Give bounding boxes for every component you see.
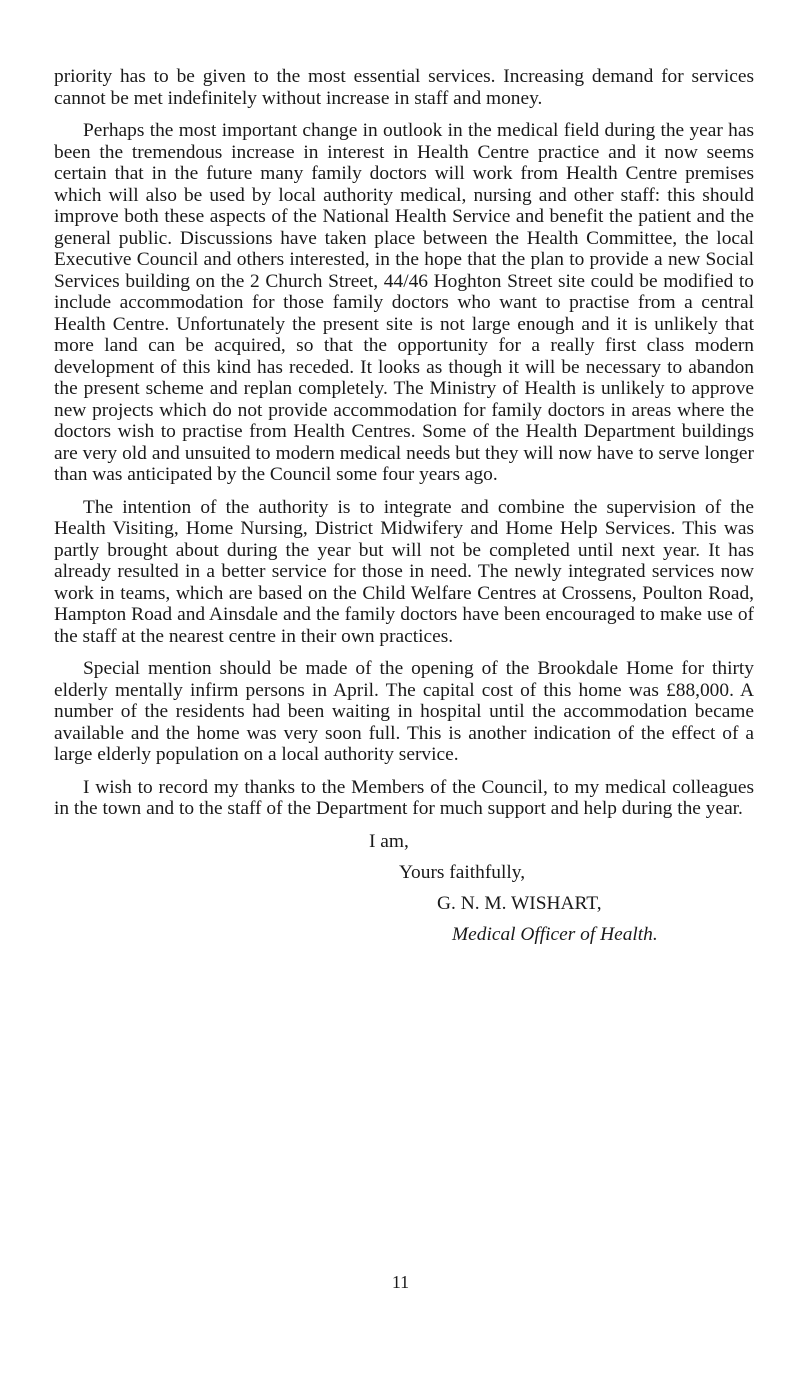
paragraph-continuation: priority has to be given to the most essential services. Increasing demand for services cannot be met indefinitely without increase in staff and money. [54, 66, 754, 109]
page-number: 11 [391, 1272, 410, 1292]
paragraph-thanks: I wish to record my thanks to the Members of the Council, to my medical colleagues in the town and to the staff of the Department for much support and help during the year. [54, 776, 754, 819]
closing-line-yours: Yours faithfully, [399, 861, 526, 883]
signer-name: G. N. M. WISHART, [437, 892, 602, 914]
paragraph-brookdale-home: Special mention should be made of the opening of the Brookdale Home for thirty elderly mentally infirm persons in April. The capital cost of this home was £88,000. A number of the residents had been waiting in hospital until the accommodation became available and the home was very soon full. This is another indication of the effect of a large elderly population on a local authority service. [54, 658, 754, 765]
paragraph-health-centre: Perhaps the most important change in outlook in the medical field during the year has been the tremendous increase in interest in Health Centre practice and it now seems certain that in the future many family doctors will work from Health Centre premises which will also be used by local authority medical, nursing and other staff: this should improve both these aspects of the National Health Service and benefit the patient and the general public. Discussions have taken place between the Health Committee, the local Executive Council and others interested, in the hope that the plan to provide a new Social Services building on the 2 Church Street, 44/46 Hoghton Street site could be modified to include accommodation for those family doctors who want to practise from a central Health Centre. Unfortunately the present site is not large enough and it is unlikely that more land can be acquired, so that the opportunity for a really first class modern development of this kind has receded. It looks as though it will be necessary to abandon the present scheme and replan completely. The Ministry of Health is unlikely to approve new projects which do not provide accommodation for family doctors in areas where the doctors wish to practise from Health Centres. Some of the Health Department buildings are very old and unsuited to modern medical needs but they will now have to serve longer than was anticipated by the Council some four years ago. [54, 120, 754, 485]
signoff-block [54, 831, 754, 971]
signer-title: Medical Officer of Health. [452, 923, 658, 945]
closing-line-i-am: I am, [369, 830, 409, 852]
letter-body [54, 66, 754, 971]
paragraph-integration: The intention of the authority is to integrate and combine the supervision of the Health Visiting, Home Nursing, District Midwifery and Home Help Services. This was partly brought about during the year but will not be completed until next year. It has already resulted in a better service for those in need. The newly integrated services now work in teams, which are based on the Child Welfare Centres at Crossens, Poulton Road, Hampton Road and Ainsdale and the family doctors have been encouraged to make use of the staff at the nearest centre in their own practices. [54, 496, 754, 647]
